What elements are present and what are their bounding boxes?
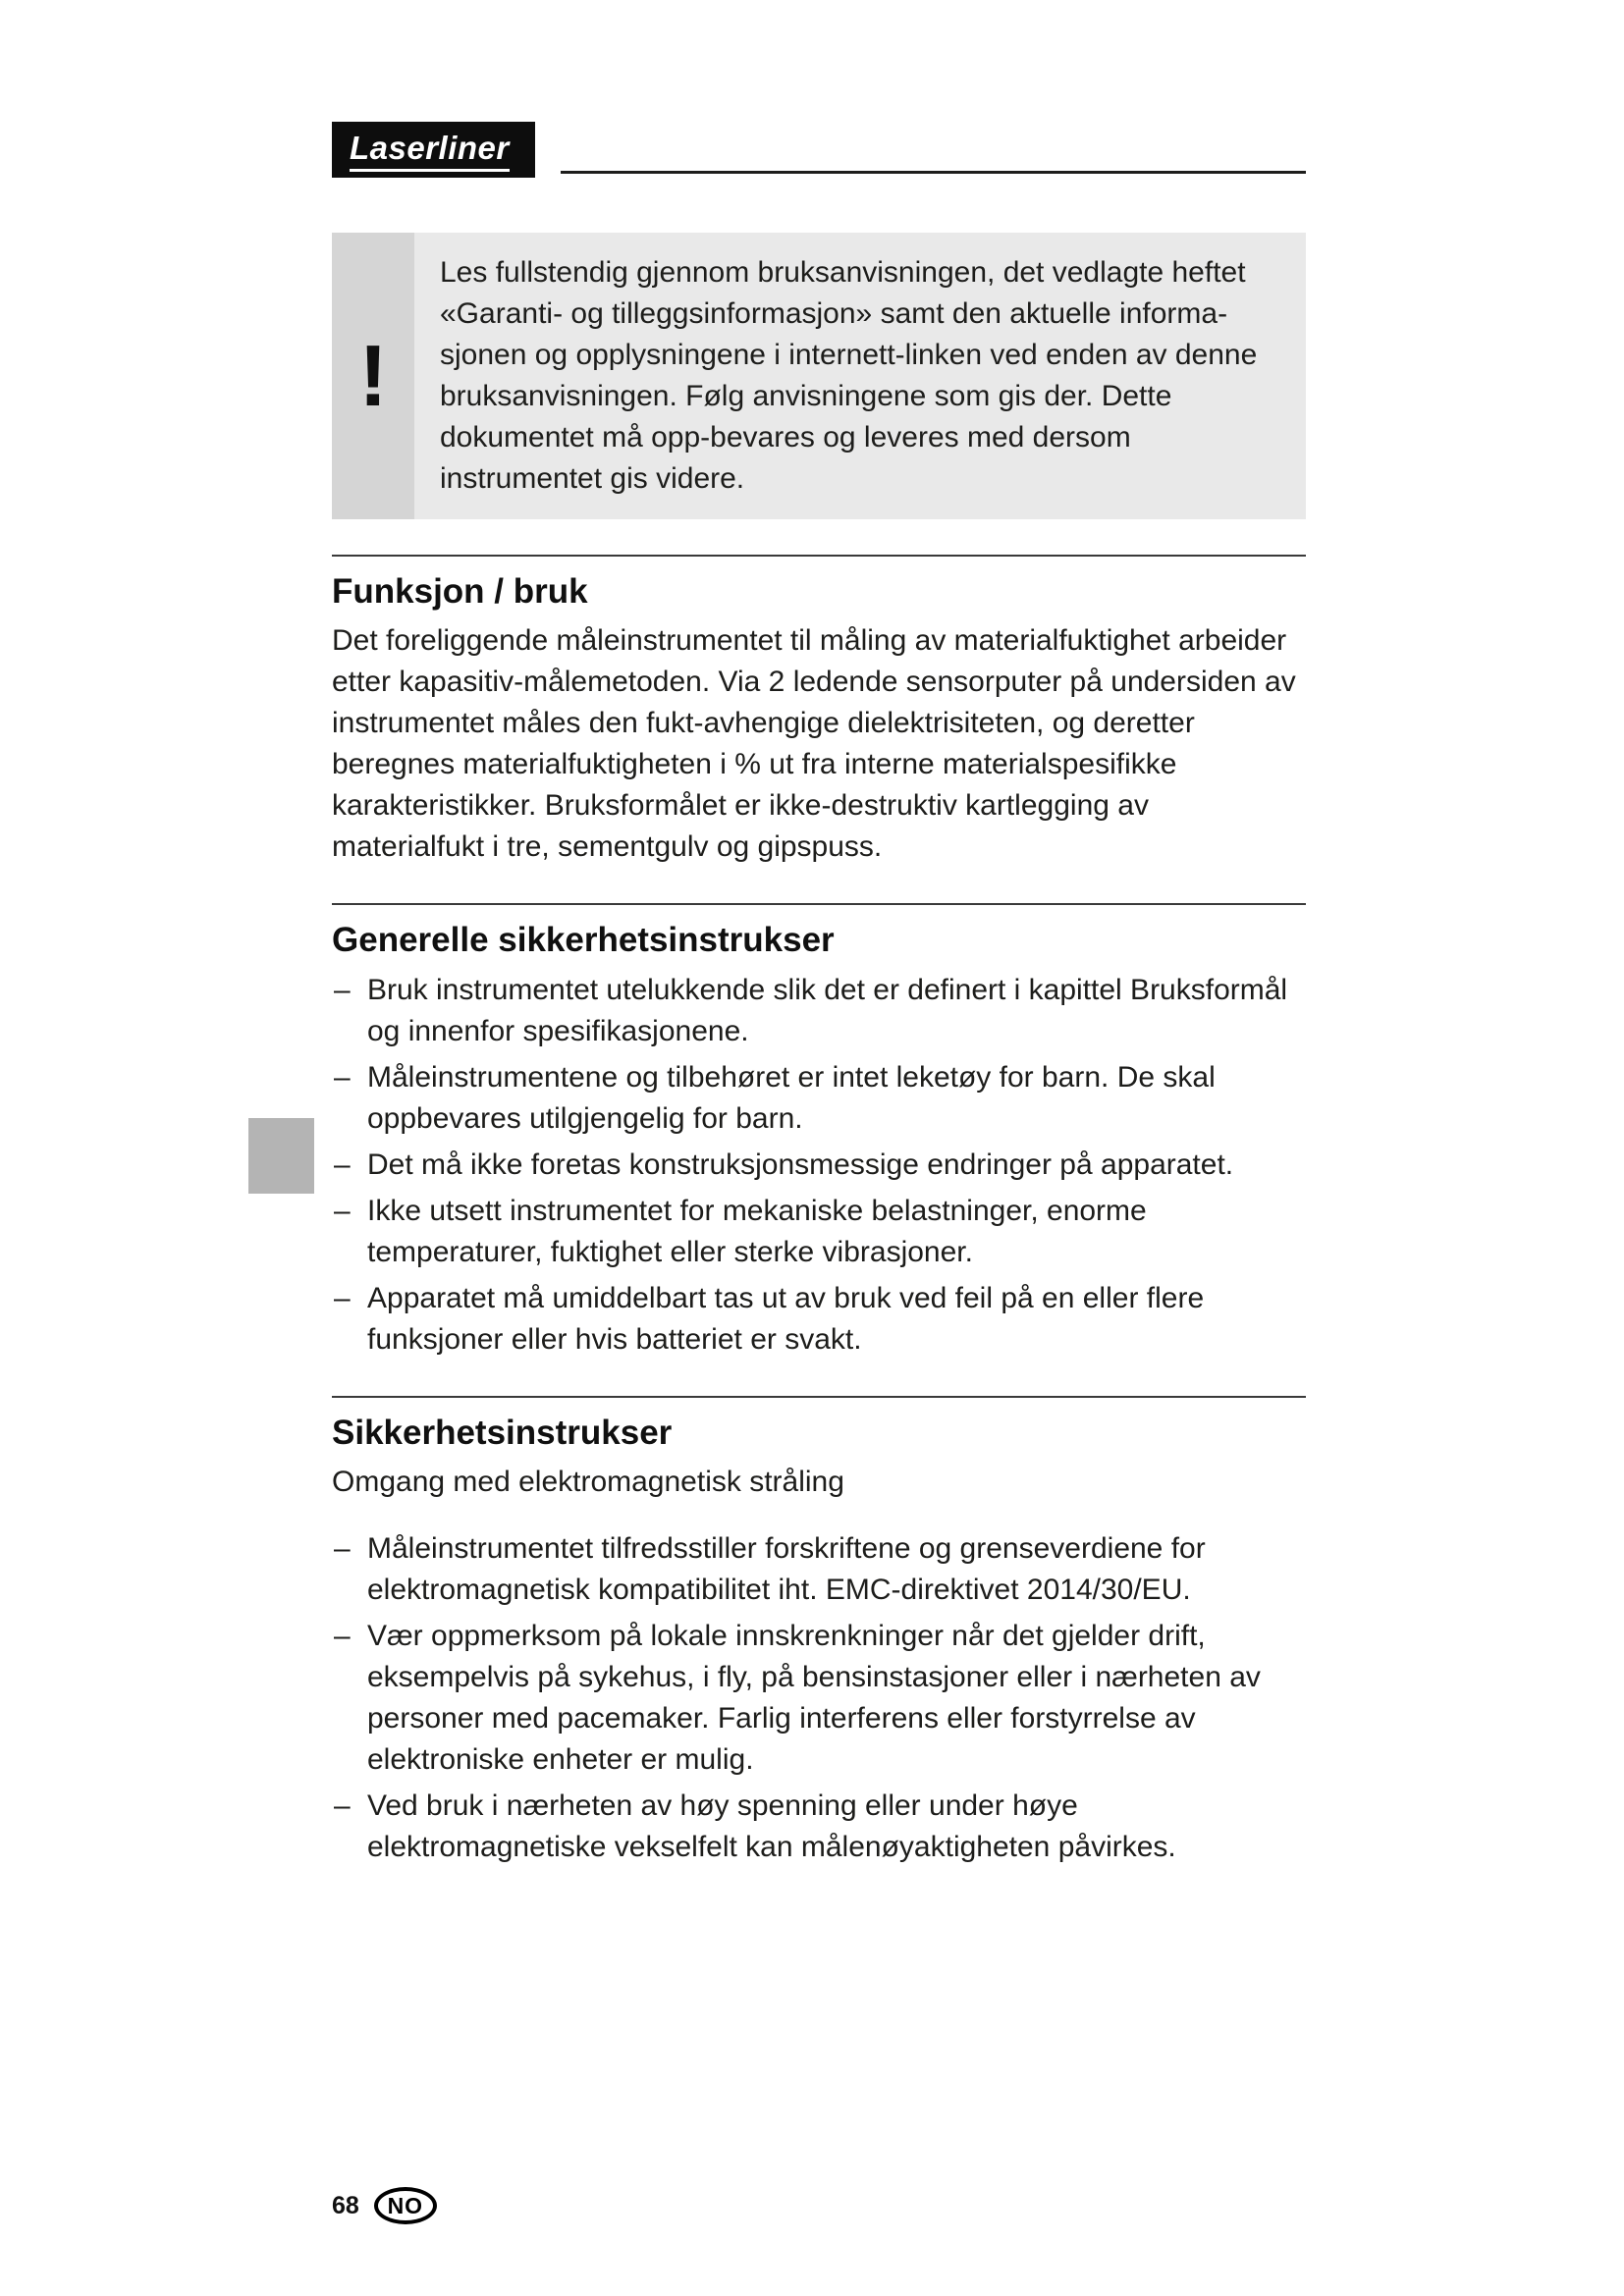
- list-item-text: Vær oppmerksom på lokale innskrenkninger når det gjelder drift, eksempelvis på sykehus, i fly, på bensinstasjoner eller i nærheten av personer med pacemaker. Farlig interferens eller forstyrrelse av elektroniske enheter er mulig.: [367, 1620, 1261, 1776]
- exclamation-icon: [332, 233, 414, 519]
- dash-bullet: –: [334, 1789, 351, 1822]
- section-title-sikkerhetsinstrukser: Sikkerhetsinstrukser: [332, 1414, 673, 1452]
- section-title-funksjon-bruk: Funksjon / bruk: [332, 572, 588, 611]
- list-item-text: Ved bruk i nærheten av høy spenning eller under høye elektromagnetiske vekselfelt kan målenøyaktigheten påvirkes.: [367, 1789, 1176, 1863]
- warning-box: [332, 233, 1306, 519]
- section-divider: [332, 555, 1306, 557]
- section-sikkerhetsinstrukser: [332, 1396, 1306, 1868]
- list-item: [332, 1145, 1306, 1186]
- section-subtitle-sikkerhetsinstrukser: Omgang med elektromagnetisk stråling: [332, 1466, 844, 1498]
- section-generelle-sikkerhetsinstrukser: [332, 903, 1306, 1361]
- masthead-rule: [561, 171, 1306, 174]
- list-item-text: Apparatet må umiddelbart tas ut av bruk ved feil på en eller flere funksjoner eller hvis batteriet er svakt.: [367, 1282, 1205, 1356]
- list-item: [332, 1278, 1306, 1361]
- list-item-text: Ikke utsett instrumentet for mekaniske belastninger, enorme temperaturer, fuktighet eller sterke vibrasjoner.: [367, 1195, 1147, 1268]
- list-item: [332, 1057, 1306, 1140]
- exclamation-glyph: !: [358, 327, 388, 424]
- dash-bullet: –: [334, 1620, 351, 1652]
- language-badge: [374, 2187, 437, 2224]
- emc-safety-list: [332, 1528, 1306, 1868]
- page-edge-tab: [248, 1118, 314, 1194]
- section-funksjon-bruk: [332, 555, 1306, 868]
- dash-bullet: –: [334, 1148, 351, 1181]
- warning-text: Les fullstendig gjennom bruksanvisningen, det vedlagte heftet «Garanti- og tilleggsinformasjon» samt den aktuelle informa-sjonen og opplysningene i internett-linken ved enden av denne bruksanvisningen. Følg anvisningene som gis der. Dette dokumentet må opp-bevares og leveres med dersom instrumentet gis videre.: [440, 256, 1258, 495]
- list-item: [332, 1528, 1306, 1611]
- general-safety-list: [332, 970, 1306, 1361]
- brand-logo: [332, 122, 535, 178]
- list-item: [332, 970, 1306, 1052]
- section-divider: [332, 903, 1306, 905]
- list-item-text: Bruk instrumentet utelukkende slik det er definert i kapittel Bruksformål og innenfor spesifikasjonene.: [367, 974, 1288, 1047]
- masthead: [332, 122, 1306, 178]
- language-badge-text: NO: [387, 2192, 424, 2218]
- page-number: 68: [332, 2191, 359, 2219]
- list-item-text: Det må ikke foretas konstruksjonsmessige endringer på apparatet.: [367, 1148, 1234, 1181]
- dash-bullet: –: [334, 1282, 351, 1314]
- list-item-text: Måleinstrumentet tilfredsstiller forskriftene og grenseverdiene for elektromagnetisk kompatibilitet iht. EMC-direktivet 2014/30/EU.: [367, 1532, 1206, 1606]
- page-footer: [332, 2187, 437, 2224]
- dash-bullet: –: [334, 1532, 351, 1565]
- brand-logo-text: Laserliner: [350, 130, 510, 172]
- page-content: [332, 0, 1306, 1873]
- dash-bullet: –: [334, 1195, 351, 1227]
- list-item: [332, 1786, 1306, 1868]
- section-title-generelle-sikkerhetsinstrukser: Generelle sikkerhetsinstrukser: [332, 921, 835, 959]
- section-body-funksjon-bruk: Det foreliggende måleinstrumentet til måling av materialfuktighet arbeider etter kapasitiv-målemetoden. Via 2 ledende sensorputer på undersiden av instrumentet måles den fukt-avhengige dielektrisiteten, og deretter beregnes materialfuktigheten i % ut fra interne materialspesifikke karakteristikker. Bruksformålet er ikke-destruktiv kartlegging av materialfukt i tre, sementgulv og gipspuss.: [332, 624, 1296, 863]
- dash-bullet: –: [334, 974, 351, 1006]
- section-divider: [332, 1396, 1306, 1398]
- dash-bullet: –: [334, 1061, 351, 1094]
- list-item: [332, 1191, 1306, 1273]
- list-item: [332, 1616, 1306, 1781]
- list-item-text: Måleinstrumentene og tilbehøret er intet leketøy for barn. De skal oppbevares utilgjengelig for barn.: [367, 1061, 1216, 1135]
